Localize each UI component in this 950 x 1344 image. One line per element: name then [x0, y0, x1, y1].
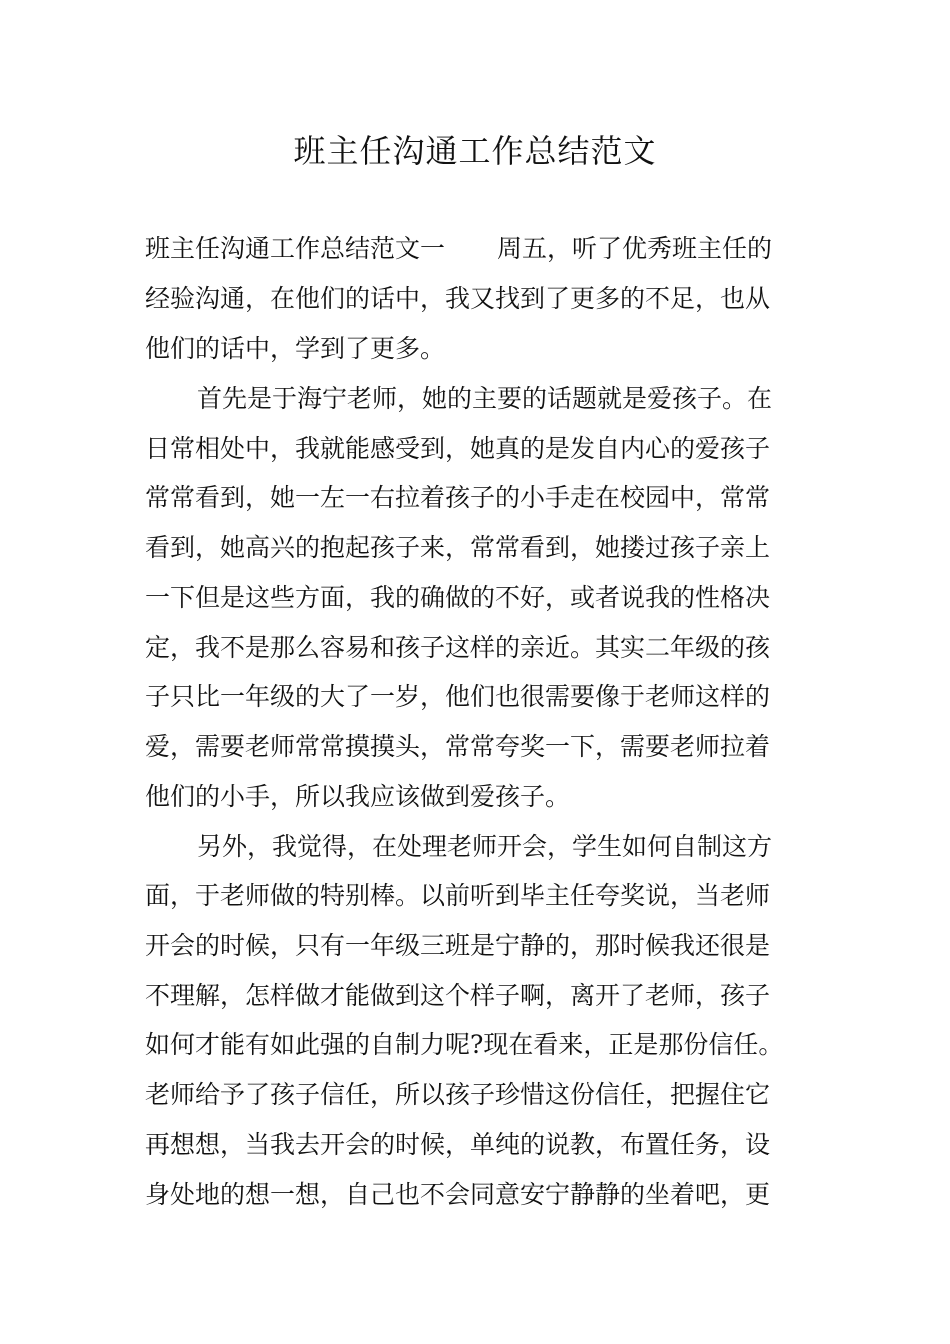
paragraph-line: 面，于老师做的特别棒。以前听到毕主任夸奖说，当老师 [145, 881, 771, 910]
paragraph-line: 爱，需要老师常常摸摸头，常常夸奖一下，需要老师拉着 [145, 732, 771, 761]
paragraph-line: 他们的话中，学到了更多。 [145, 334, 446, 363]
paragraph-line [145, 231, 810, 267]
section-heading: 班主任沟通工作总结范文一 [145, 234, 446, 263]
paragraph-line: 他们的小手，所以我应该做到爱孩子。 [145, 782, 571, 811]
paragraph-line: 开会的时候，只有一年级三班是宁静的，那时候我还很是 [145, 931, 771, 960]
paragraph-line: 常常看到，她一左一右拉着孩子的小手走在校园中，常常 [145, 483, 771, 512]
paragraph-line: 一下但是这些方面，我的确做的不好，或者说我的性格决 [145, 583, 771, 612]
paragraph-line: 老师给予了孩子信任，所以孩子珍惜这份信任，把握住它 [145, 1080, 771, 1109]
paragraph-line: 经验沟通，在他们的话中，我又找到了更多的不足，也从 [145, 284, 771, 313]
paragraph-line: 定，我不是那么容易和孩子这样的亲近。其实二年级的孩 [145, 633, 771, 662]
paragraph-line: 再想想，当我去开会的时候，单纯的说教，布置任务，设 [145, 1130, 771, 1159]
paragraph-line: 身处地的想一想，自己也不会同意安宁静静的坐着吧，更 [145, 1180, 771, 1209]
paragraph-line: 另外，我觉得，在处理老师开会，学生如何自制这方 [197, 832, 773, 861]
paragraph-line: 日常相处中，我就能感受到，她真的是发自内心的爱孩子 [145, 434, 771, 463]
paragraph-line: 首先是于海宁老师，她的主要的话题就是爱孩子。在 [197, 384, 773, 413]
paragraph-line: 子只比一年级的大了一岁，他们也很需要像于老师这样的 [145, 682, 771, 711]
paragraph-line: 如何才能有如此强的自制力呢?现在看来，正是那份信任。 [145, 1030, 784, 1059]
paragraph-line: 看到，她高兴的抱起孩子来，常常看到，她搂过孩子亲上 [145, 533, 771, 562]
document-title: 班主任沟通工作总结范文 [293, 132, 657, 170]
paragraph-text: 周五，听了优秀班主任的 [497, 234, 773, 263]
paragraph-line: 不理解，怎样做才能做到这个样子啊，离开了老师，孩子 [145, 981, 771, 1010]
